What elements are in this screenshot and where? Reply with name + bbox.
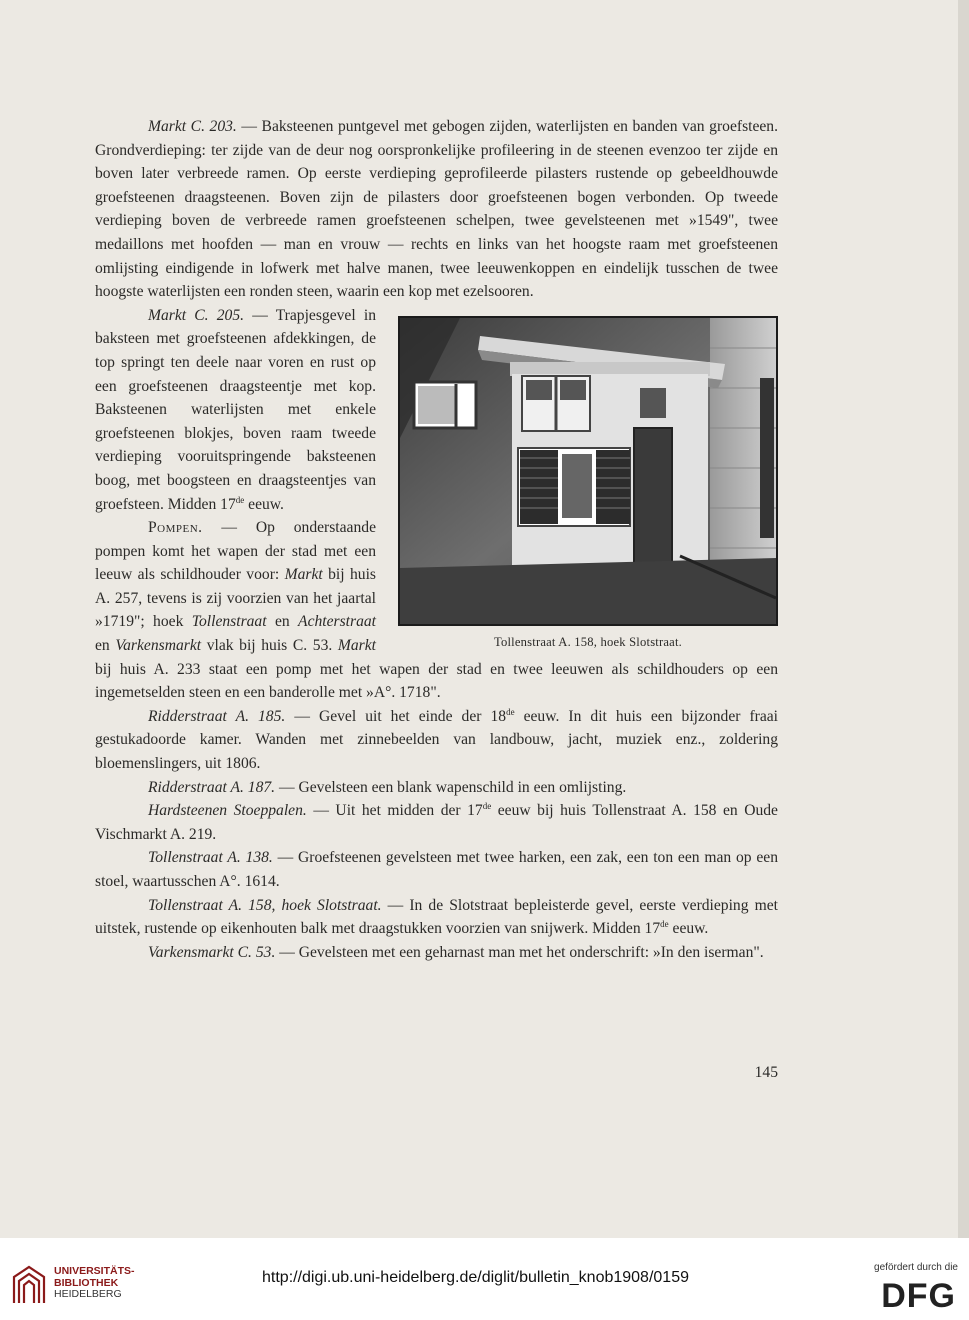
article-text bbox=[95, 115, 778, 964]
figure bbox=[398, 316, 778, 650]
facade-illustration bbox=[400, 318, 776, 624]
paragraph-ridderstraat-187: Ridderstraat A. 187. — Gevelsteen een blank wapenschild in een omlijsting. bbox=[148, 778, 627, 796]
paragraph-varkensmarkt-53: Varkensmarkt C. 53. — Gevelsteen met een geharnast man met het onderschrift: »In den iserman". bbox=[148, 943, 764, 961]
paragraph-tollenstraat-158: Tollenstraat A. 158, hoek Slotstraat. — In de Slotstraat bepleisterde gevel, eerste verdieping met uitstek, rustende op eikenhouten balk met draagstukken voorzien van snijwerk. Midden 17de eeuw. bbox=[95, 896, 778, 938]
funding-note: gefördert durch die bbox=[874, 1262, 958, 1273]
university-library-logo-icon bbox=[10, 1263, 48, 1307]
paragraph-markt-205: Markt C. 205. — Trapjesgevel in baksteen met groefsteenen afdekkingen, de top springt ten deele naar voren en rust op een groefsteenen draagsteentje met kop. Baksteenen waterlijsten met enkele groefsteenen blokjes, boven raam tweede verdieping vooruitspringende baksteenen boog, met boogsteen en draagsteentjes van groefsteen. Midden 17de eeuw. bbox=[95, 306, 376, 513]
footer bbox=[0, 1238, 969, 1320]
source-url-link[interactable]: http://digi.ub.uni-heidelberg.de/diglit/bulletin_knob1908/0159 bbox=[262, 1269, 689, 1286]
paragraph-tollenstraat-138: Tollenstraat A. 138. — Groefsteenen gevelsteen met twee harken, een zak, een ton een man op een stoel, waartusschen A°. 1614. bbox=[95, 849, 778, 890]
page-edge bbox=[958, 0, 969, 1238]
library-name: UNIVERSITÄTS- BIBLIOTHEK HEIDELBERG bbox=[54, 1265, 135, 1300]
paragraph-markt-203: Markt C. 203. — Baksteenen puntgevel met gebogen zijden, waterlijsten en banden van groefsteen. Grondverdieping: ter zijde van de deur nog oorspronkelijke profileering in de steenen evenzoo ter zijde en boven later verbreede ramen. Op eerste verdieping geprofileerde pilasters rustende op gebeeldhouwde groefsteenen draagsteenen. Boven zijn de pilasters door groefsteenen bogen verbonden. Op tweede verdieping boven de verbreede ramen groefsteenen schelpen, twee gevelsteenen met »1549", twee medaillons met hoofden — man en vrouw — rechts en links van het hoogste raam met groefsteenen omlijsting eindigende in lofwerk met halve manen, twee leeuwenkoppen en eindelijk tusschen de twee hoogste waterlijsten een ronden steen, waarin een kop met ezelsooren. bbox=[95, 118, 779, 301]
facade-photo bbox=[398, 316, 778, 626]
figure-caption: Tollenstraat A. 158, hoek Slotstraat. bbox=[493, 634, 683, 649]
dfg-logo: DFG bbox=[881, 1277, 956, 1315]
paragraph-stoeppalen: Hardsteenen Stoeppalen. — Uit het midden der 17de eeuw bij huis Tollenstraat A. 158 en Oude Vischmarkt A. 219. bbox=[95, 801, 778, 843]
page-number: 145 bbox=[754, 1064, 778, 1081]
paragraph-ridderstraat-185: Ridderstraat A. 185. — Gevel uit het einde der 18de eeuw. In dit huis een bijzonder fraai gestukadoorde kamer. Wanden met zinnebeelden van landbouw, jacht, muziek enz., zoldering bloemenslingers, uit 1806. bbox=[95, 706, 779, 773]
paragraph-pompen: Pompen. — Op onderstaande pompen komt het wapen der stad met een leeuw als schildhouder voor: Markt bij huis A. 257, tevens is zij voorzien van het jaartal »1719"; hoek Tollenstraat en Achterstraat en Varkensmarkt vlak bij huis C. 53. Markt bij huis A. 233 staat een pomp met het wapen der stad en twee leeuwen als schildhouders op een ingemetselden steen en een banderolle met »A°. 1718". bbox=[95, 519, 778, 702]
